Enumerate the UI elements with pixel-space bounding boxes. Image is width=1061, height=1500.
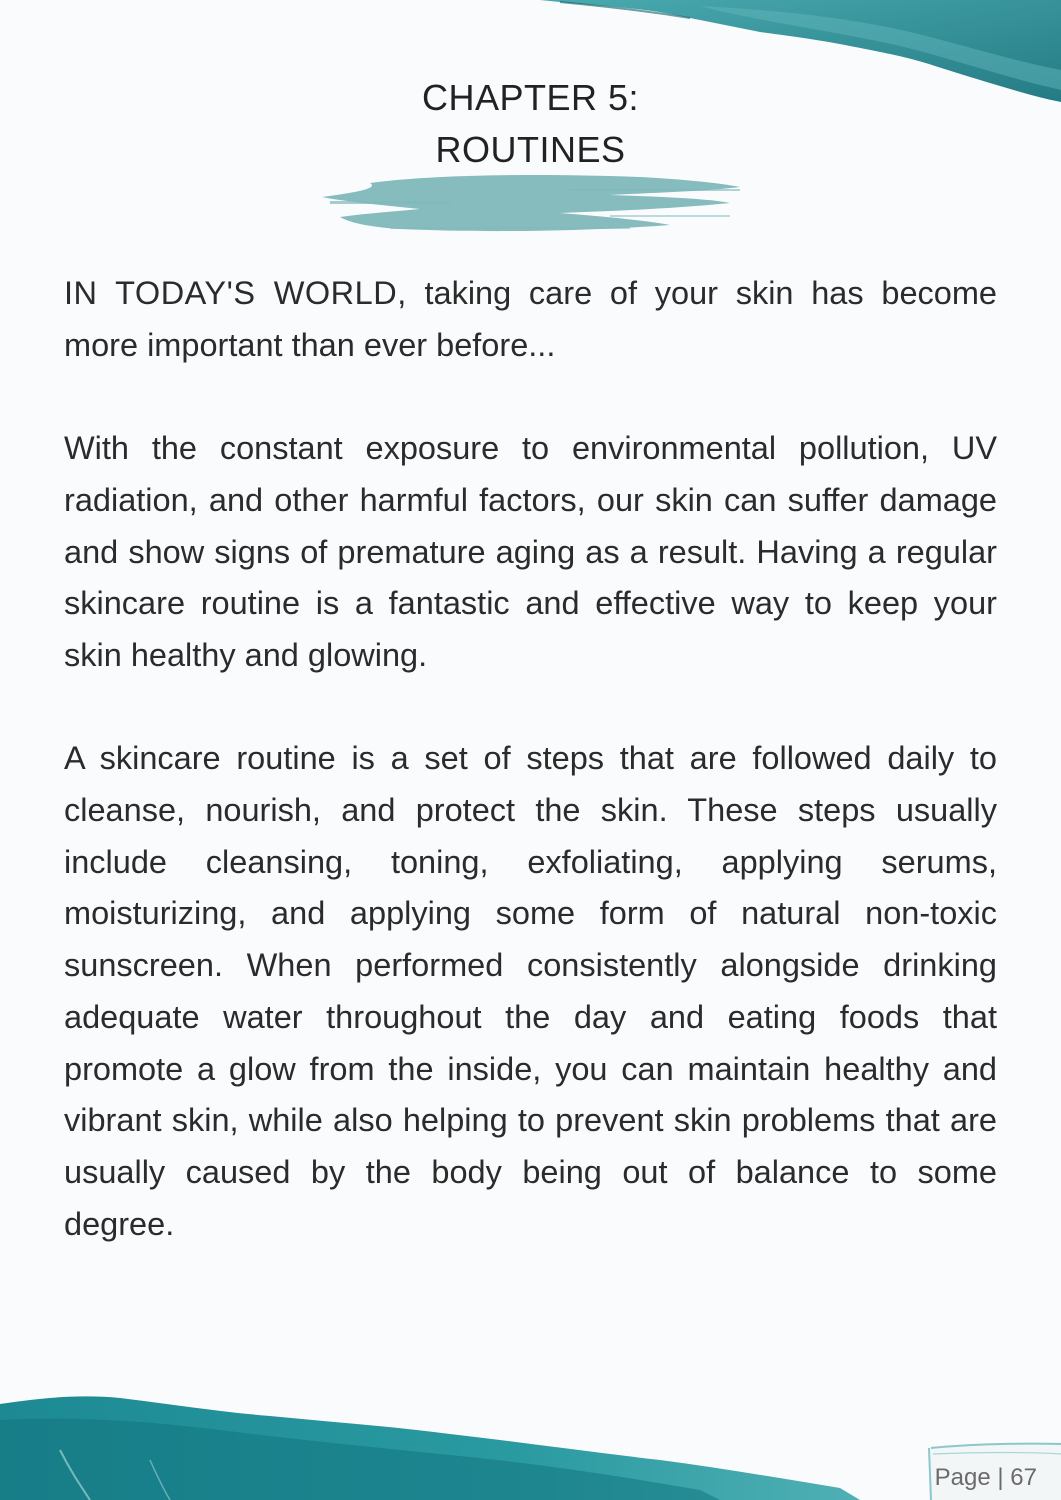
chapter-number: CHAPTER 5:	[421, 77, 640, 118]
chapter-title	[0, 72, 1061, 176]
paragraph-text: taking care of your skin has become more important than ever before...	[64, 275, 997, 363]
body-text	[64, 268, 997, 1302]
paragraph-exposure: With the constant exposure to environmental pollution, UV radiation, and other harmful factors, our skin can suffer damage and show signs of premature aging as a result. Having a regular skincare routine is a fantastic and effective way to keep your skin healthy and glowing.	[64, 430, 997, 673]
paragraph-lead-in: IN TODAY'S WORLD,	[64, 275, 407, 311]
page-number: Page | 67	[934, 1464, 1037, 1491]
chapter-name: ROUTINES	[435, 129, 626, 170]
brush-stroke-decoration	[310, 165, 750, 245]
paragraph-intro	[64, 268, 997, 371]
bottom-watercolor-decoration	[0, 1390, 1061, 1500]
paragraph-routine-definition: A skincare routine is a set of steps that are followed daily to cleanse, nourish, and protect the skin. These steps usually include cleansing, toning, exfoliating, applying serums, moisturizing, and applying some form of natural non-toxic sunscreen. When performed consistently alongside drinking adequate water throughout the day and eating foods that promote a glow from the inside, you can maintain healthy and vibrant skin, while also helping to prevent skin problems that are usually caused by the body being out of balance to some degree.	[64, 740, 997, 1242]
